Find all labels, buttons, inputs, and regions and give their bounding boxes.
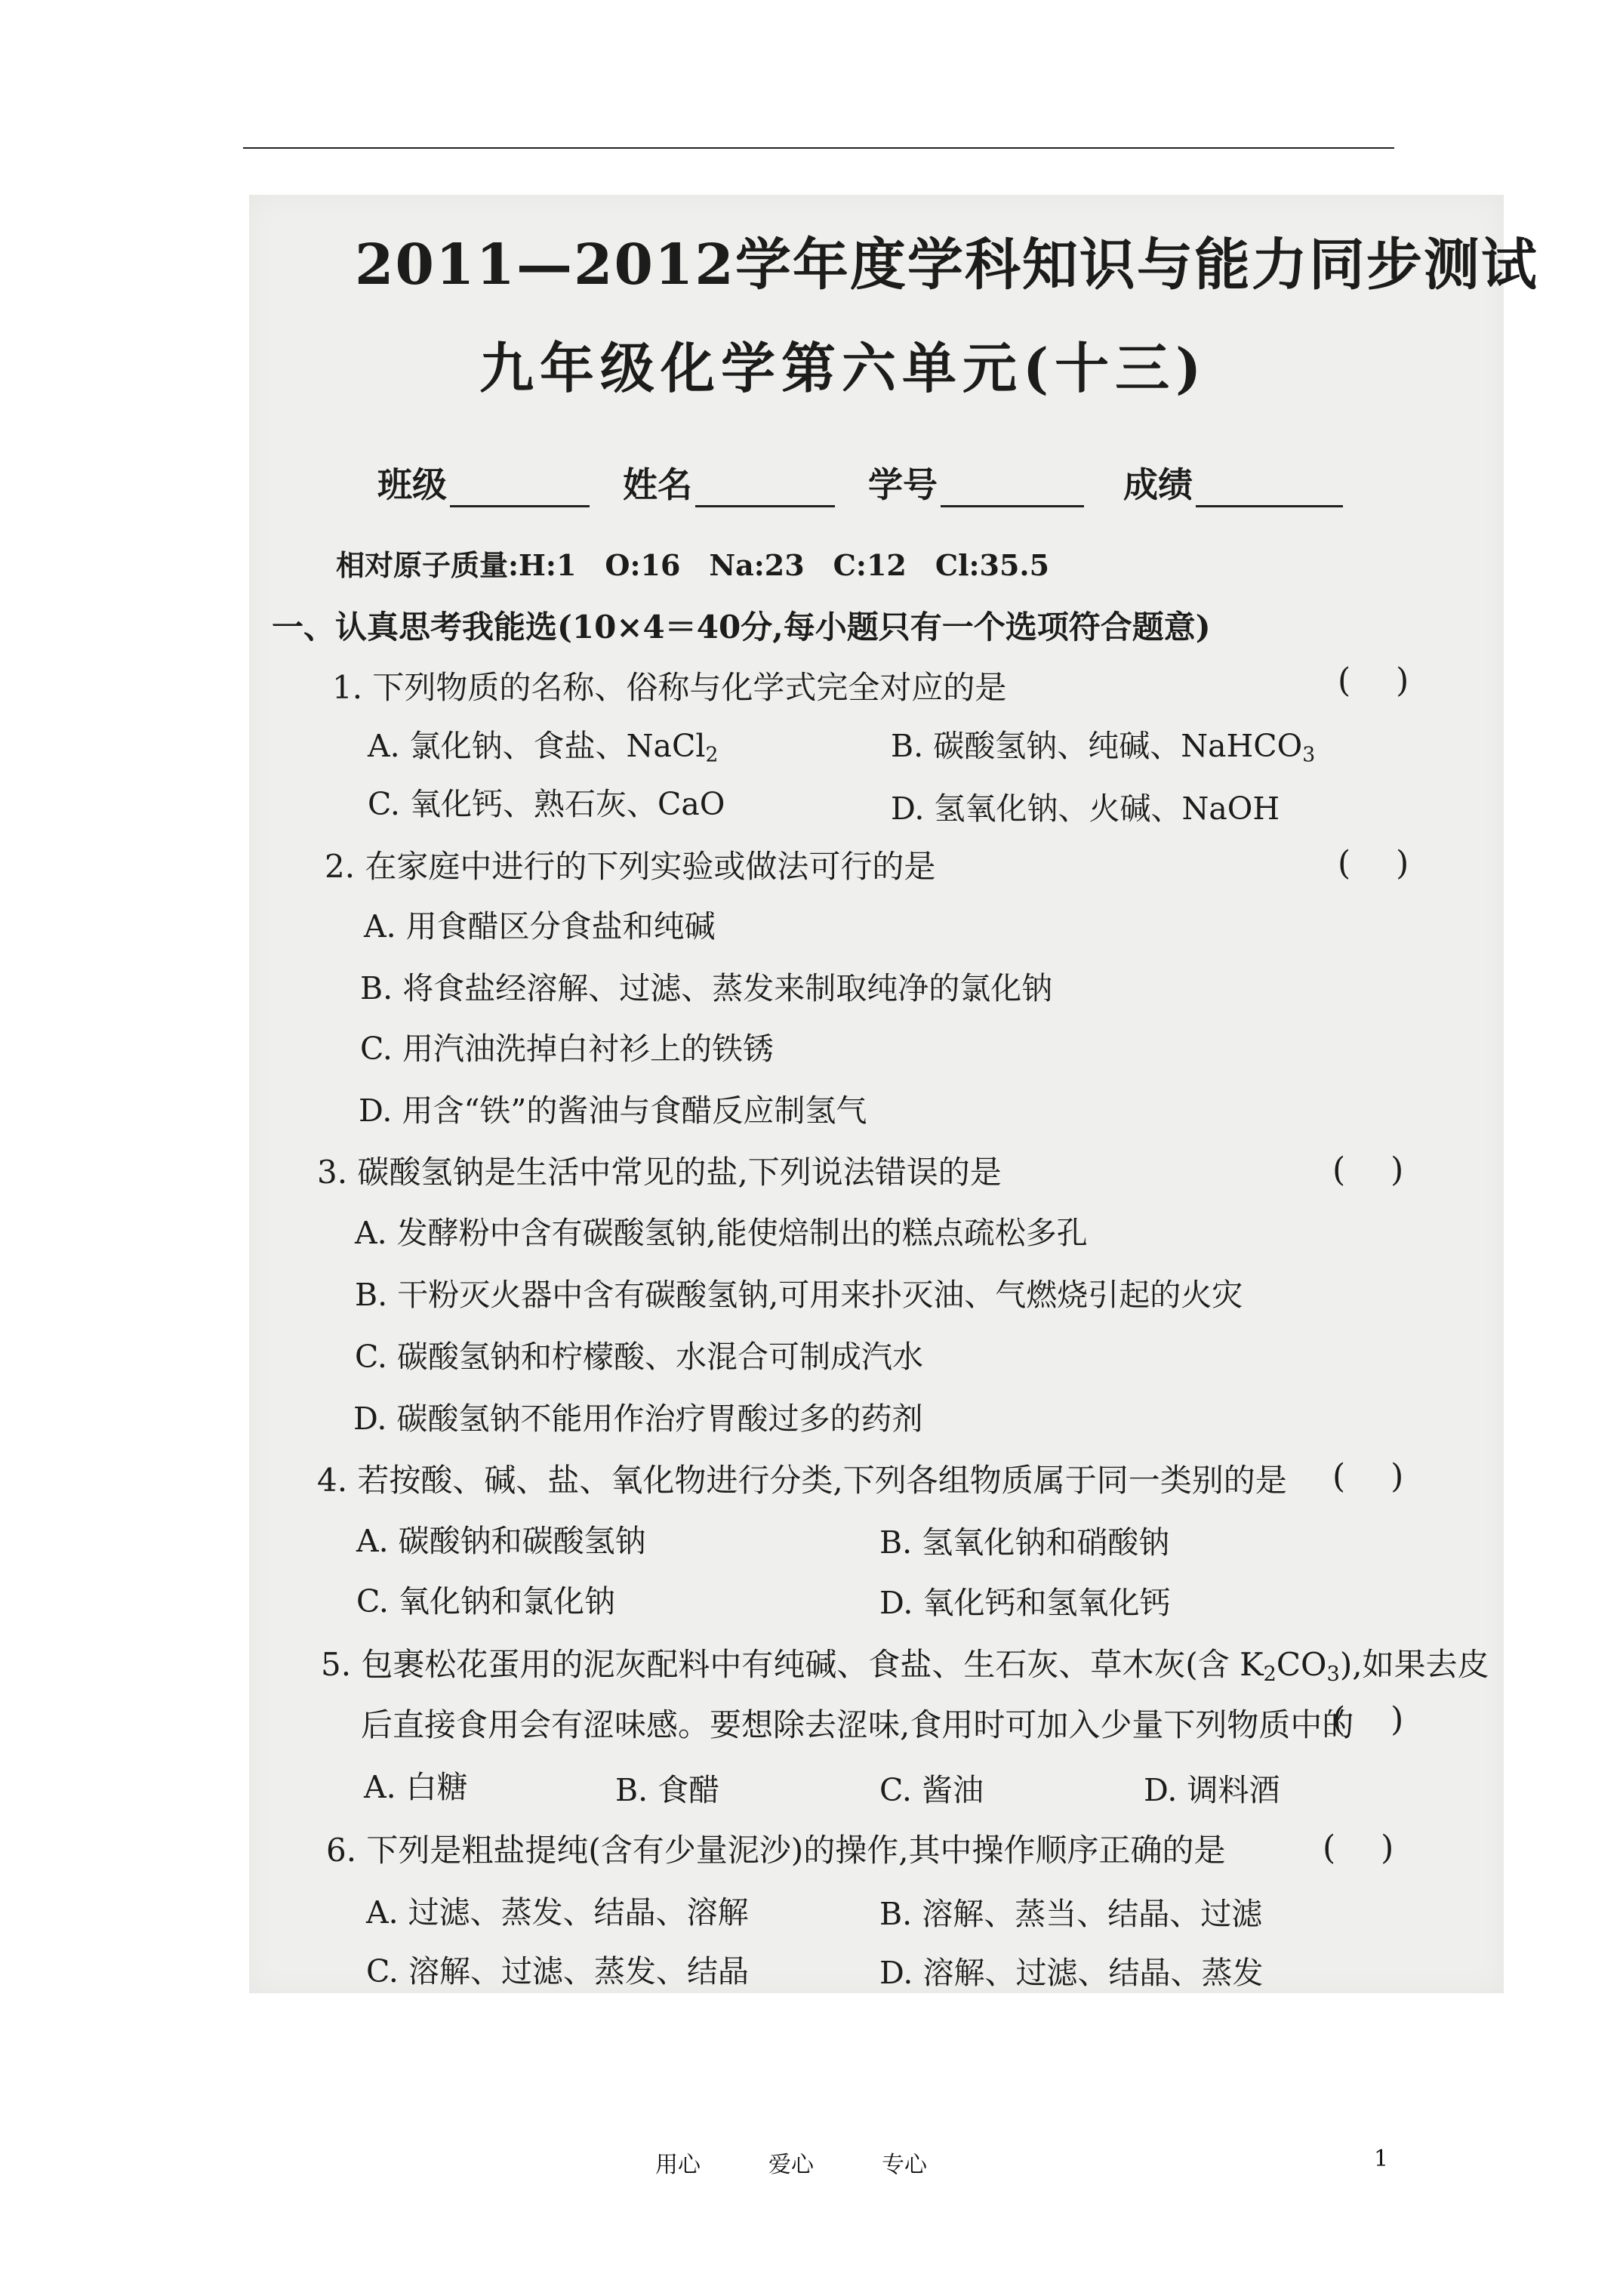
student-number-field[interactable]	[868, 458, 1084, 507]
answer-paren[interactable]: ()	[1332, 1151, 1449, 1189]
question-3-stem: 3. 碳酸氢钠是生活中常见的盐,下列说法错误的是	[317, 1154, 1002, 1191]
q4-option-a: A. 碳酸钠和碳酸氢钠	[356, 1523, 646, 1559]
footer-motto-2: 爱心	[768, 2152, 814, 2178]
q2-option-a: A. 用食醋区分食盐和纯碱	[364, 908, 716, 945]
exam-subtitle: 九年级化学第六单元(十三)	[479, 336, 1208, 400]
answer-paren[interactable]: ()	[1338, 844, 1455, 883]
q2-option-b: B. 将食盐经溶解、过滤、蒸发来制取纯净的氯化钠	[360, 970, 1053, 1006]
q3-option-b: B. 干粉灭火器中含有碳酸氢钠,可用来扑灭油、气燃烧引起的火灾	[355, 1277, 1243, 1313]
footer-motto-3: 专心	[882, 2152, 927, 2178]
atomic-masses: 相对原子质量:H:1 O:16 Na:23 C:12 Cl:35.5	[336, 548, 1050, 582]
answer-paren[interactable]: ()	[1323, 1829, 1440, 1867]
answer-paren[interactable]: ()	[1338, 661, 1455, 700]
answer-paren[interactable]: ()	[1332, 1700, 1449, 1739]
q5-option-c: C. 酱油	[879, 1772, 984, 1808]
q1-option-c: C. 氧化钙、熟石灰、CaO	[368, 786, 725, 822]
question-4-stem: 4. 若按酸、碱、盐、氧化物进行分类,下列各组物质属于同一类别的是	[317, 1462, 1287, 1499]
q4-option-d: D. 氧化钙和氢氧化钙	[879, 1585, 1171, 1621]
q6-option-c: C. 溶解、过滤、蒸发、结晶	[366, 1953, 749, 1989]
class-label: 班级	[377, 464, 447, 505]
exam-title: 2011—2012学年度学科知识与能力同步测试	[355, 233, 1538, 297]
section-1-heading: 一、认真思考我能选(10×4＝40分,每小题只有一个选项符合题意)	[272, 609, 1211, 646]
q1-option-b: B. 碳酸氢钠、纯碱、NaHCO$_3$	[891, 728, 1316, 767]
q6-option-d: D. 溶解、过滤、结晶、蒸发	[879, 1955, 1264, 1991]
q5-option-b: B. 食醋	[615, 1772, 720, 1808]
name-label: 姓名	[623, 464, 692, 505]
q3-option-d: D. 碳酸氢钠不能用作治疗胃酸过多的药剂	[353, 1401, 923, 1437]
q5-option-d: D. 调料酒	[1144, 1772, 1280, 1808]
header-rule	[243, 147, 1394, 149]
q6-option-b: B. 溶解、蒸当、结晶、过滤	[879, 1896, 1263, 1932]
question-5-stem: 5. 包裹松花蛋用的泥灰配料中有纯碱、食盐、生石灰、草木灰(含 $K_2CO_3$),如果去皮	[321, 1646, 1489, 1686]
student-number-blank[interactable]	[941, 475, 1084, 507]
score-field[interactable]	[1123, 458, 1343, 507]
score-label: 成绩	[1123, 464, 1193, 505]
question-1-stem: 1. 下列物质的名称、俗称与化学式完全对应的是	[332, 669, 1007, 706]
answer-paren[interactable]: ()	[1332, 1457, 1449, 1496]
page-number: 1	[1374, 2146, 1389, 2172]
footer-motto-1: 用心	[655, 2152, 701, 2178]
q6-option-a: A. 过滤、蒸发、结晶、溶解	[366, 1894, 749, 1931]
q4-option-c: C. 氧化钠和氯化钠	[356, 1583, 615, 1620]
question-5-stem-line2: 后直接食用会有涩味感。要想除去涩味,食用时可加入少量下列物质中的	[361, 1706, 1354, 1743]
q3-option-a: A. 发酵粉中含有碳酸氢钠,能使焙制出的糕点疏松多孔	[355, 1215, 1088, 1251]
student-number-label: 学号	[868, 464, 938, 505]
q3-option-c: C. 碳酸氢钠和柠檬酸、水混合可制成汽水	[355, 1339, 923, 1375]
name-field[interactable]	[623, 458, 835, 507]
question-2-stem: 2. 在家庭中进行的下列实验或做法可行的是	[325, 848, 936, 885]
q1-option-a: A. 氯化钠、食盐、NaCl$_2$	[368, 728, 719, 767]
name-blank[interactable]	[695, 475, 835, 507]
class-field[interactable]	[377, 458, 590, 507]
q2-option-d: D. 用含“铁”的酱油与食醋反应制氢气	[359, 1093, 867, 1129]
q4-option-b: B. 氢氧化钠和硝酸钠	[879, 1524, 1170, 1561]
q2-option-c: C. 用汽油洗掉白衬衫上的铁锈	[360, 1031, 774, 1067]
question-6-stem: 6. 下列是粗盐提纯(含有少量泥沙)的操作,其中操作顺序正确的是	[326, 1832, 1226, 1869]
class-blank[interactable]	[450, 475, 590, 507]
score-blank[interactable]	[1196, 475, 1343, 507]
q1-option-d: D. 氢氧化钠、火碱、NaOH	[891, 791, 1280, 827]
q5-option-a: A. 白糖	[364, 1769, 468, 1805]
